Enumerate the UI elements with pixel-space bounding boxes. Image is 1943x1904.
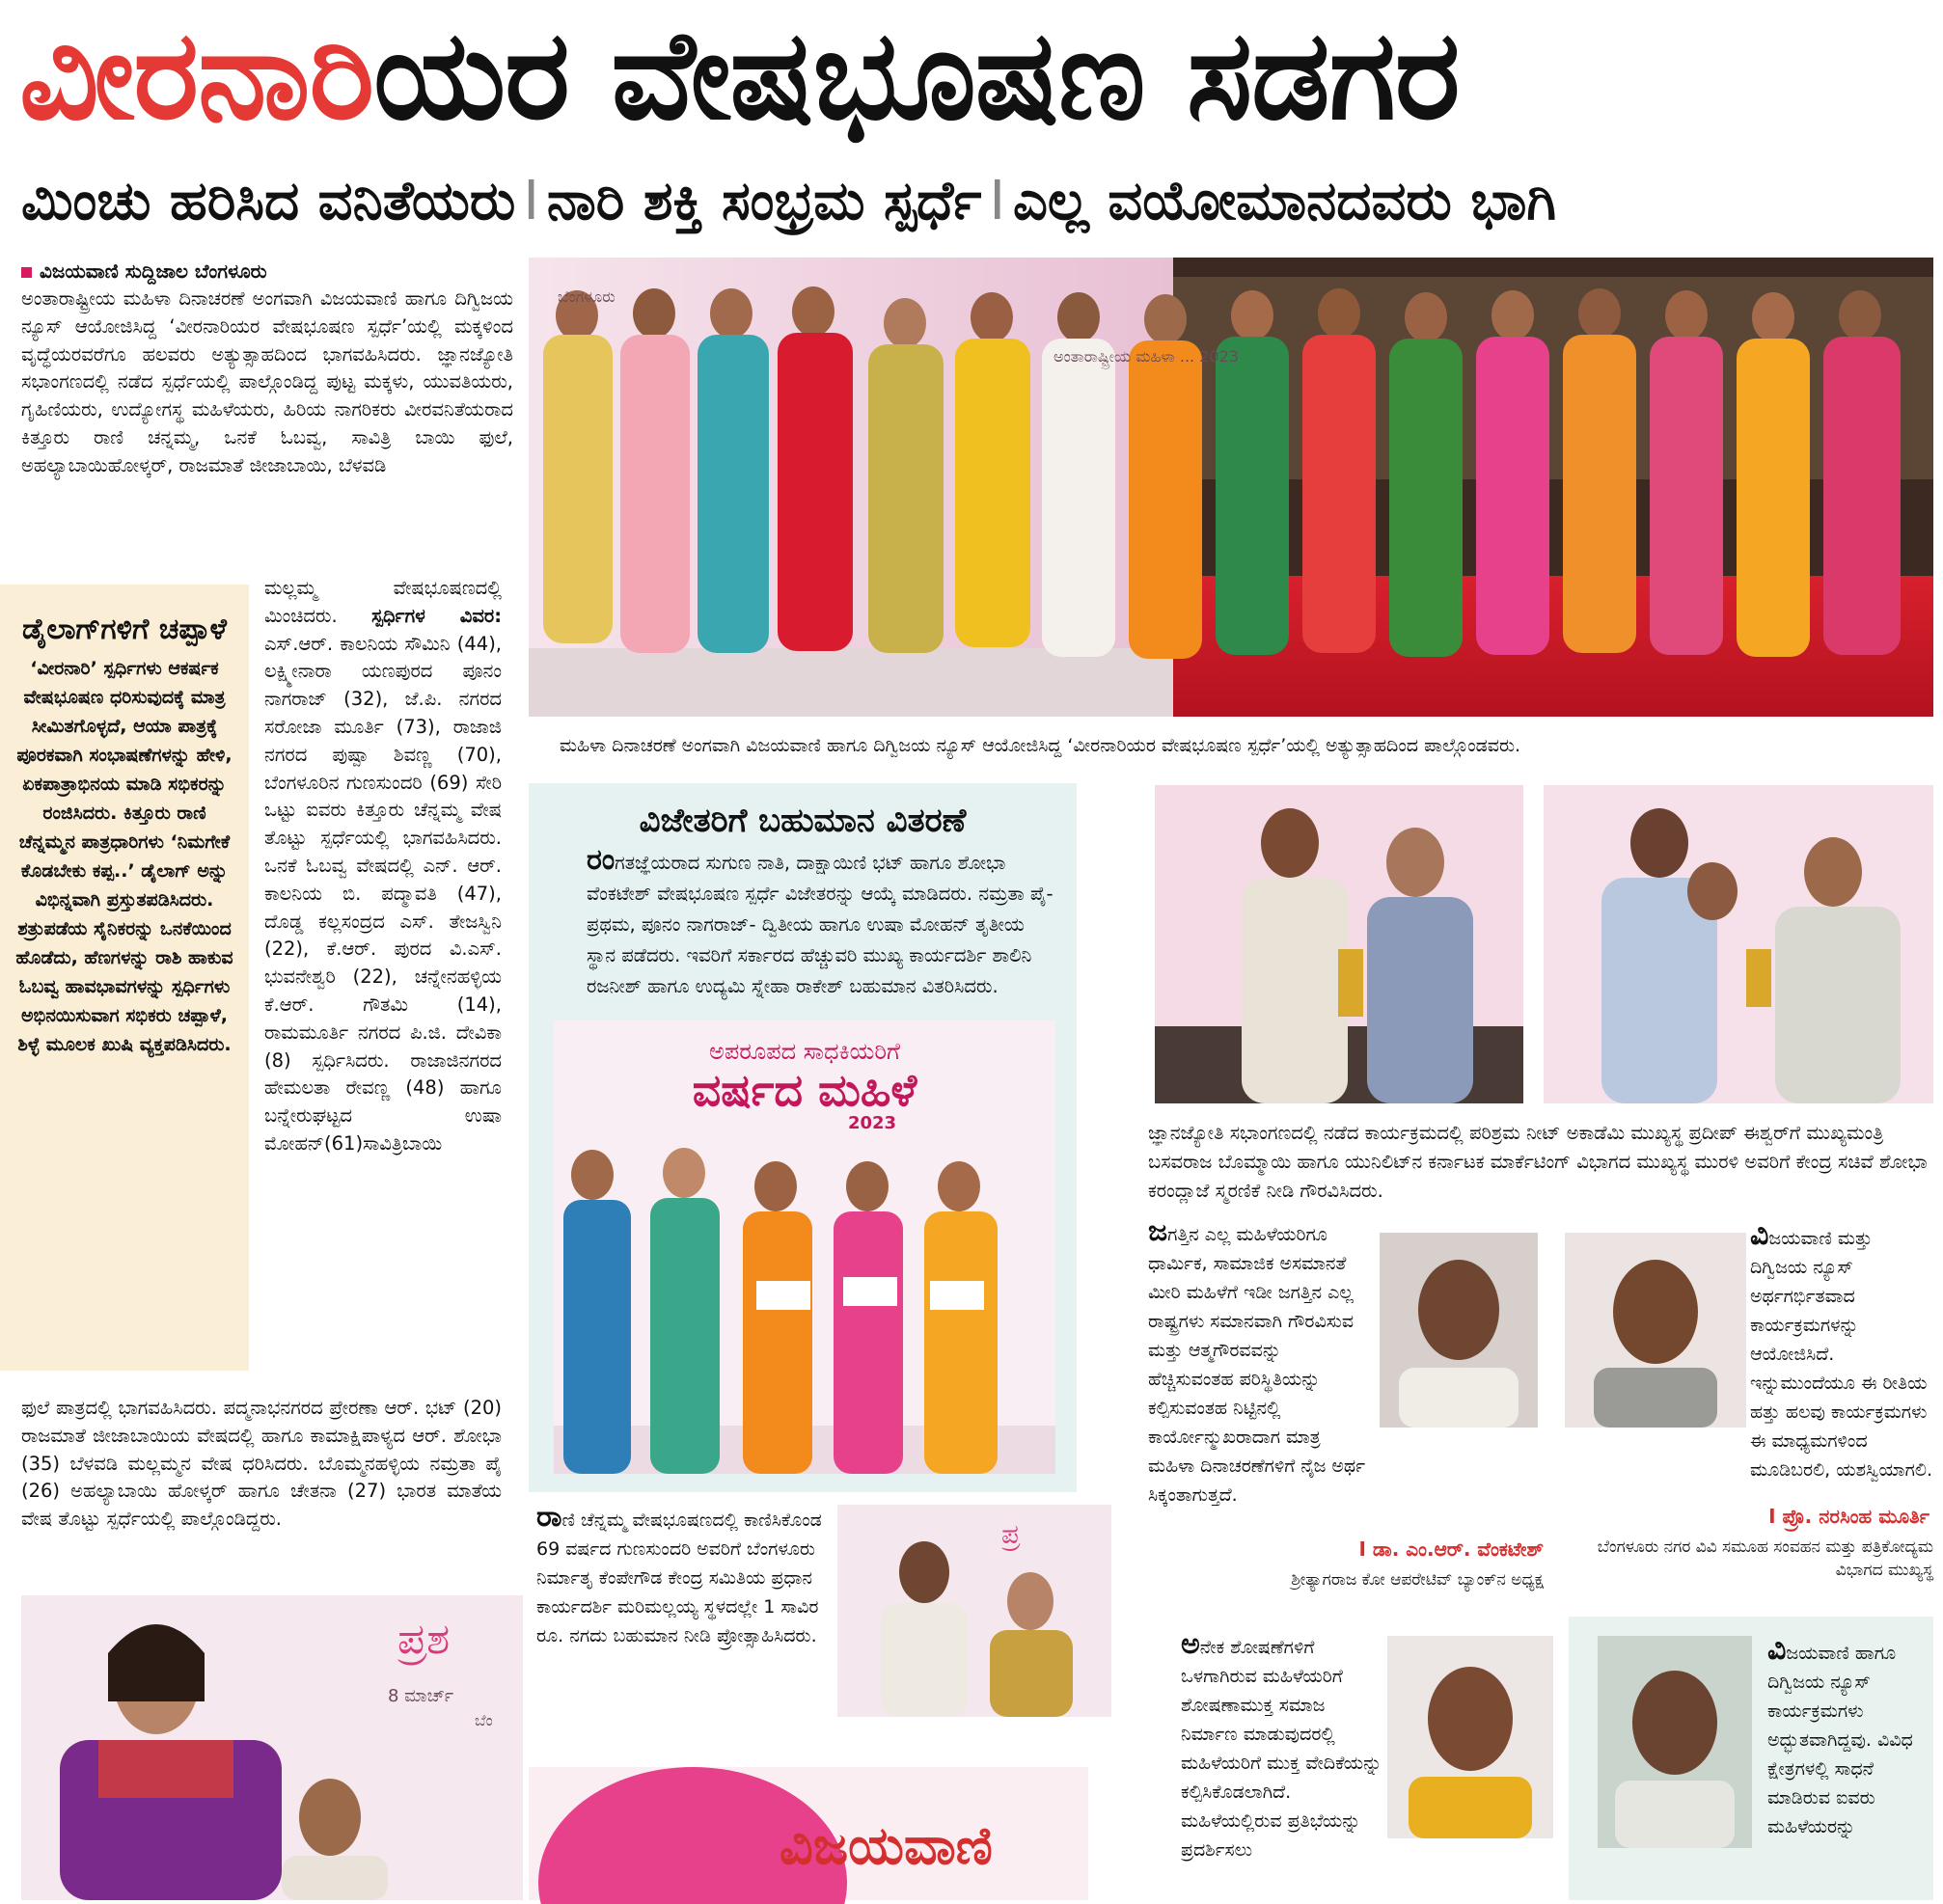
bottom-left-date: 8 ಮಾರ್ಚ್ — [388, 1686, 454, 1706]
quote2-role: ಬೆಂಗಳೂರು ನಗರ ವಿವಿ ಸಮೂಹ ಸಂವಹನ ಮತ್ತು ಪತ್ರಿಕೋದ್ಯಮ ವಿಭಾಗದ ಮುಖ್ಯಸ್ಥ — [1597, 1537, 1933, 1580]
ceremony-photo-2 — [1544, 785, 1933, 1103]
women-group — [543, 286, 1901, 659]
quote4-dropcap: ವಿ — [1767, 1633, 1787, 1667]
award-box — [529, 783, 1077, 1492]
subhead — [21, 164, 1941, 239]
article-lead: ಅಂತಾರಾಷ್ಟ್ರೀಯ ಮಹಿಳಾ ದಿನಾಚರಣೆ ಅಂಗವಾಗಿ ವಿಜಯವಾಣಿ ಹಾಗೂ ದಿಗ್ವಿಜಯ ನ್ಯೂಸ್ ಆಯೋಜಿಸಿದ್ದ ‘ವೀರನಾರಿಯರ ವೇಷಭೂಷಣ ಸ್ಪರ್ಧೆ’ಯಲ್ಲಿ ಮಕ್ಕಳಿಂದ ವೃದ್ಧೆಯರವರೆಗೂ ಹಲವರು ಅತ್ಯುತ್ಸಾಹದಿಂದ ಭಾಗವಹಿಸಿದರು. ಜ್ಞಾನಜ್ಯೋತಿ ಸಭಾಂಗಣದಲ್ಲಿ ನಡೆದ ಸ್ಪರ್ಧೆಯಲ್ಲಿ ಪಾಲ್ಗೊಂಡಿದ್ದ ಪುಟ್ಟ ಮಕ್ಕಳು, ಯುವತಿಯರು, ಗೃಹಿಣಿಯರು, ಉದ್ಯೋಗಸ್ಥ ಮಹಿಳೆಯರು, ಹಿರಿಯ ನಾಗರಿಕರು ವೀರವನಿತೆಯರಾದ ಕಿತ್ತೂರು ರಾಣಿ ಚನ್ನಮ್ಮ, ಒನಕೆ ಓಬವ್ವ, ಸಾವಿತ್ರಿ ಬಾಯಿ ಫುಲೆ, ಅಹಲ್ಯಾಬಾಯಿಹೋಳ್ಕರ್, ರಾಜಮಾತೆ ಜೀಜಾಬಾಯಿ, ಬೆಳವಡಿ — [21, 287, 513, 476]
bottom-left-city: ಬೆಂ — [475, 1711, 493, 1729]
subhead-separator: I — [523, 170, 539, 232]
quote4-box — [1569, 1617, 1933, 1900]
headline — [19, 4, 1929, 149]
bottom-left-backdrop: ಪ್ರಶ — [397, 1615, 451, 1664]
participants-label: ಸ್ಪರ್ಧಿಗಳ ವಿವರ: — [371, 604, 502, 627]
quote2-portrait — [1565, 1233, 1746, 1428]
byline-text: ವಿಜಯವಾಣಿ ಸುದ್ದಿಜಾಲ ಬೆಂಗಳೂರು — [40, 259, 267, 283]
participants-text: ಎಸ್.ಆರ್. ಕಾಲನಿಯ ಸೌಮಿನಿ (44), ಲಕ್ಷ್ಮೀನಾರಾ ಯಣಪುರದ ಪೂನಂ ನಾಗರಾಜ್ (32), ಜೆ.ಪಿ. ನಗರದ ಸರೋಜಾ ಮೂರ್ತಿ (73), ರಾಜಾಜಿ ನಗರದ ಪುಷ್ಪಾ ಶಿವಣ್ಣ (70), ಬೆಂಗಳೂರಿನ ಗುಣಸುಂದರಿ (69) ಸೇರಿ ಒಟ್ಟು ಐವರು ಕಿತ್ತೂರು ಚೆನ್ನಮ್ಮ ವೇಷ ತೊಟ್ಟು ಸ್ಪರ್ಧೆಯಲ್ಲಿ ಭಾಗವಹಿಸಿದರು. ಒನಕೆ ಓಬವ್ವ ವೇಷದಲ್ಲಿ ಎನ್. ಆರ್. ಕಾಲನಿಯ ಬಿ. ಪದ್ಮಾವತಿ (47), ದೊಡ್ಡ ಕಲ್ಲಸಂದ್ರದ ಎಸ್. ತೇಜಸ್ವಿನಿ (22), ಕೆ.ಆರ್. ಪುರದ ವಿ.ಎಸ್. ಭುವನೇಶ್ವರಿ (22), ಚನ್ನೇನಹಳ್ಳಿಯ ಕೆ.ಆರ್. ಗೌತಮಿ (14), ರಾಮಮೂರ್ತಿ ನಗರದ ಪಿ.ಜಿ. ದೇವಿಕಾ (8) ಸ್ಪರ್ಧಿಸಿದರು. ರಾಜಾಜಿನಗರದ ಹೇಮಲತಾ ರೇವಣ್ಣ (48) ಹಾಗೂ ಬನ್ನೇರುಘಟ್ಟದ ಉಷಾ ಮೋಹನ್(61)ಸಾವಿತ್ರಿಬಾಯಿ — [264, 632, 502, 1155]
article-narrow-intro: ಮಲ್ಲಮ್ಮ ವೇಷಭೂಷಣದಲ್ಲಿ ಮಿಂಚಿದರು. — [264, 577, 502, 627]
portrait-image — [1387, 1636, 1553, 1838]
bottom-center-logo-image — [529, 1767, 1088, 1900]
quote4-text — [1767, 1633, 1928, 1858]
headline-black: ಯರ ವೇಷಭೂಷಣ ಸಡಗರ — [373, 4, 1460, 148]
quote1-body: ಗತ್ತಿನ ಎಲ್ಲ ಮಹಿಳೆಯರಿಗೂ ಧಾರ್ಮಿಕ, ಸಾಮಾಜಿಕ ಅಸಮಾನತೆ ಮೀರಿ ಮಹಿಳೆಗೆ ಇಡೀ ಜಗತ್ತಿನ ಎಲ್ಲ ರಾಷ್ಟ್ರಗಳು ಸಮಾನವಾಗಿ ಗೌರವಿಸುವ ಮತ್ತು ಆತ್ಮಗೌರವವನ್ನು ಹೆಚ್ಚಿಸುವಂತಹ ಪರಿಸ್ಥಿತಿಯನ್ನು ಕಲ್ಪಿಸುವಂತಹ ನಿಟ್ಟಿನಲ್ಲಿ ಕಾರ್ಯೋನ್ಮುಖರಾದಾಗ ಮಾತ್ರ ಮಹಿಳಾ ದಿನಾಚರಣೆಗಳಿಗೆ ನೈಜ ಅರ್ಥ ಸಿಕ್ಕಂತಾಗುತ್ತದೆ. — [1148, 1224, 1366, 1506]
bottom-left-photo — [21, 1595, 523, 1900]
award-photo-banner-year: 2023 — [847, 1113, 897, 1133]
sidebox — [0, 585, 249, 1371]
ceremony-caption: ಜ್ಞಾನಜ್ಯೋತಿ ಸಭಾಂಗಣದಲ್ಲಿ ನಡೆದ ಕಾರ್ಯಕ್ರಮದಲ್ಲಿ ಪರಿಶ್ರಮ ನೀಟ್ ಅಕಾಡೆಮಿ ಮುಖ್ಯಸ್ಥ ಪ್ರದೀಪ್ ಈಶ್ವರ್‌ಗೆ ಮುಖ್ಯಮಂತ್ರಿ ಬಸವರಾಜ ಬೊಮ್ಮಾಯಿ ಹಾಗೂ ಯುನಿಲಿಟ್‌ನ ಕರ್ನಾಟಕ ಮಾರ್ಕೆಟಿಂಗ್ ವಿಭಾಗದ ಮುಖ್ಯಸ್ಥ ಮುರಳಿ ಅವರಿಗೆ ಕೇಂದ್ರ ಸಚಿವೆ ಶೋಭಾ ಕರಂದ್ಲಾಜೆ ಸ್ಮರಣಿಕೆ ನೀಡಿ ಗೌರವಿಸಿದರು. — [1148, 1122, 1928, 1202]
main-photo-caption: ಮಹಿಳಾ ದಿನಾಚರಣೆ ಅಂಗವಾಗಿ ವಿಜಯವಾಣಿ ಹಾಗೂ ದಿಗ್ವಿಜಯ ನ್ಯೂಸ್ ಆಯೋಜಿಸಿದ್ದ ‘ವೀರನಾರಿಯರ ವೇಷಭೂಷಣ ಸ್ಪರ್ಧೆ’ಯಲ್ಲಿ ಅತ್ಯುತ್ಸಾಹದಿಂದ ಪಾಲ್ಗೊಂಡವರು. — [560, 735, 1521, 756]
bottom-center-brand: ವಿಜಯವಾಣಿ — [780, 1815, 993, 1876]
quote1-name: I ಡಾ. ಎಂ.ಆರ್. ವೆಂಕಟೇಶ್ — [1358, 1537, 1544, 1561]
award-photo-banner-small: ಅಪರೂಪದ ಸಾಧಕಿಯರಿಗೆ — [709, 1038, 900, 1065]
ceremony-photo-1 — [1155, 785, 1523, 1103]
award-photo-banner-big: ವರ್ಷದ ಮಹಿಳೆ — [692, 1064, 917, 1116]
quote2-text — [1750, 1218, 1933, 1481]
portrait-image — [1598, 1636, 1752, 1848]
award-photo-image — [554, 1020, 1055, 1474]
ceremony-photo-1-image — [1155, 785, 1523, 1103]
article-narrow-column — [264, 575, 502, 1395]
award-body: ಗತಜ್ಞೆಯರಾದ ಸುಗುಣ ನಾತಿ, ದಾಕ್ಷಾಯಿಣಿ ಭಟ್ ಹಾಗೂ ಶೋಭಾ ವೆಂಕಟೇಶ್ ವೇಷಭೂಷಣ ಸ್ಪರ್ಧೆ ವಿಜೇತರನ್ನು ಆಯ್ಕೆ ಮಾಡಿದರು. ನಮ್ರತಾ ಪೈ- ಪ್ರಥಮ, ಪೂನಂ ನಾಗರಾಜ್- ದ್ವಿತೀಯ ಹಾಗೂ ಉಷಾ ಮೋಹನ್ ತೃತೀಯ ಸ್ಥಾನ ಪಡೆದರು. ಇವರಿಗೆ ಸರ್ಕಾರದ ಹೆಚ್ಚುವರಿ ಮುಖ್ಯ ಕಾರ್ಯದರ್ಶಿ ಶಾಲಿನಿ ರಜನೀಶ್ ಹಾಗೂ ಉದ್ಯಮಿ ಸ್ನೇಹಾ ರಾಕೇಶ್ ಬಹುಮಾನ ವಿತರಿಸಿದರು. — [587, 852, 1054, 997]
quote2-name: I ಪ್ರೊ. ನರಸಿಂಹ ಮೂರ್ತಿ — [1768, 1505, 1929, 1528]
quote3-body: ನೇಕ ಶೋಷಣೆಗಳಿಗೆ ಒಳಗಾಗಿರುವ ಮಹಿಳೆಯರಿಗೆ ಶೋಷಣಾಮುಕ್ತ ಸಮಾಜ ನಿರ್ಮಾಣ ಮಾಡುವುದರಲ್ಲಿ ಮಹಿಳೆಯರಿಗೆ ಮುಕ್ತ ವೇದಿಕೆಯನ್ನು ಕಲ್ಪಿಸಿಕೊಡಲಾಗಿದೆ. ಮಹಿಳೆಯಲ್ಲಿರುವ ಪ್ರತಿಭೆಯನ್ನು ಪ್ರದರ್ಶಿಸಲು — [1181, 1637, 1382, 1861]
subhead-part-3: ಎಲ್ಲ ವಯೋಮಾನದವರು ಭಾಗಿ — [1012, 170, 1556, 232]
award-title: ವಿಜೇತರಿಗೆ ಬಹುಮಾನ ವಿತರಣೆ — [639, 802, 967, 840]
rani-photo-image — [837, 1505, 1111, 1717]
bottom-center-logo-block — [529, 1767, 1088, 1900]
sidebox-text: ‘ವೀರನಾರಿ’ ಸ್ಪರ್ಧಿಗಳು ಆಕರ್ಷಕ ವೇಷಭೂಷಣ ಧರಿಸುವುದಕ್ಕೆ ಮಾತ್ರ ಸೀಮಿತಗೊಳ್ಳದೆ, ಆಯಾ ಪಾತ್ರಕ್ಕೆ ಪೂರಕವಾಗಿ ಸಂಭಾಷಣೆಗಳನ್ನು ಹೇಳಿ, ಏಕಪಾತ್ರಾಭಿನಯ ಮಾಡಿ ಸಭಿಕರನ್ನು ರಂಜಿಸಿದರು. ಕಿತ್ತೂರು ರಾಣಿ ಚೆನ್ನಮ್ಮನ ಪಾತ್ರಧಾರಿಗಳು ‘ನಿಮಗೇಕೆ ಕೊಡಬೇಕು ಕಪ್ಪ..’ ಡೈಲಾಗ್ ಅನ್ನು ವಿಭಿನ್ನವಾಗಿ ಪ್ರಸ್ತುತಪಡಿಸಿದರು. ಶತ್ರುಪಡೆಯ ಸೈನಿಕರನ್ನು ಒನಕೆಯಿಂದ ಹೊಡೆದು, ಹೆಣಗಳನ್ನು ರಾಶಿ ಹಾಕುವ ಓಬವ್ವ ಹಾವಭಾವಗಳನ್ನು ಸ್ಪರ್ಧಿಗಳು ಅಭಿನಯಿಸುವಾಗ ಸಭಿಕರು ಚಪ್ಪಾಳೆ, ಶಿಳ್ಳೆ ಮೂಲಕ ಖುಷಿ ವ್ಯಕ್ತಪಡಿಸಿದರು. — [15, 658, 233, 1055]
quote4-body: ಜಯವಾಣಿ ಹಾಗೂ ದಿಗ್ವಿಜಯ ನ್ಯೂಸ್ ಕಾರ್ಯಕ್ರಮಗಳು ಅದ್ಭುತವಾಗಿದ್ದವು. ವಿವಿಧ ಕ್ಷೇತ್ರಗಳಲ್ಲಿ ಸಾಧನೆ ಮಾಡಿರುವ ಐವರು ಮಹಿಳೆಯರನ್ನು — [1767, 1643, 1913, 1837]
quote4-portrait — [1598, 1636, 1752, 1848]
quote2-body: ಜಯವಾಣಿ ಮತ್ತು ದಿಗ್ವಿಜಯ ನ್ಯೂಸ್ ಅರ್ಥಗರ್ಭಿತವಾದ ಕಾರ್ಯಕ್ರಮಗಳನ್ನು ಆಯೋಜಿಸಿದೆ. ಇನ್ನುಮುಂದೆಯೂ ಈ ರೀತಿಯ ಹತ್ತು ಹಲವು ಕಾರ್ಯಕ್ರಮಗಳು ಈ ಮಾಧ್ಯಮಗಳಿಂದ ಮೂಡಿಬರಲಿ, ಯಶಸ್ವಿಯಾಗಲಿ. — [1750, 1228, 1932, 1481]
rani-photo — [837, 1505, 1111, 1717]
portrait-image — [1565, 1233, 1746, 1428]
rani-text — [536, 1500, 826, 1715]
quote1-text-top — [1148, 1214, 1370, 1506]
quote3-dropcap: ಅ — [1181, 1627, 1200, 1661]
subhead-part-2: ನಾರಿ ಶಕ್ತಿ ಸಂಭ್ರಮ ಸ್ಪರ್ಧೆ — [546, 170, 982, 232]
award-photo — [554, 1020, 1055, 1474]
sidebox-title: ಡೈಲಾಗ್‌ಗಳಿಗೆ ಚಪ್ಪಾಳೆ — [22, 612, 227, 646]
quote3-text — [1181, 1627, 1383, 1861]
portrait-image — [1380, 1233, 1538, 1428]
rani-body: ಣಿ ಚೆನ್ನಮ್ಮ ವೇಷಭೂಷಣದಲ್ಲಿ ಕಾಣಿಸಿಕೊಂಡ 69 ವರ್ಷದ ಗುಣಸುಂದರಿ ಅವರಿಗೆ ಬೆಂಗಳೂರು ನಿರ್ಮಾತೃ ಕೆಂಪೇಗೌಡ ಕೇಂದ್ರ ಸಮಿತಿಯ ಪ್ರಧಾನ ಕಾರ್ಯದರ್ಶಿ ಮರಿಮಲ್ಲಯ್ಯ ಸ್ಥಳದಲ್ಲೇ 1 ಸಾವಿರ ರೂ. ನಗದು ಬಹುಮಾನ ನೀಡಿ ಪ್ರೋತ್ಸಾಹಿಸಿದರು. — [536, 1510, 822, 1646]
main-photo-image — [529, 258, 1933, 717]
headline-red: ವೀರನಾರಿ — [19, 4, 374, 148]
rani-photo-backdrop: ಪ್ರ — [1001, 1518, 1021, 1550]
main-photo — [529, 258, 1933, 717]
bottom-left-photo-image — [21, 1595, 523, 1900]
main-photo-backdrop-text: ಅಂತಾರಾಷ್ಟ್ರೀಯ ಮಹಿಳಾ ... 2023 — [1054, 347, 1239, 366]
award-dropcap: ರಂ — [587, 843, 616, 877]
quote2-dropcap: ವಿ — [1750, 1218, 1769, 1252]
main-photo-backdrop-city: ಬೆಂಗಳೂರು — [558, 287, 616, 306]
award-text — [529, 841, 1077, 1002]
article-bottom: ಫುಲೆ ಪಾತ್ರದಲ್ಲಿ ಭಾಗವಹಿಸಿದರು. ಪದ್ಮನಾಭನಗರದ ಪ್ರೇರಣಾ ಆರ್. ಭಟ್ (20) ರಾಜಮಾತೆ ಜೀಜಾಬಾಯಿಯ ವೇಷದಲ್ಲಿ ಹಾಗೂ ಕಾಮಾಕ್ಷಿಪಾಳ್ಯದ ಆರ್. ಶೋಭಾ (35) ಬೆಳವಡಿ ಮಲ್ಲಮ್ಮನ ವೇಷ ಧರಿಸಿದರು. ಬೊಮ್ಮನಹಳ್ಳಿಯ ನಮ್ರತಾ ಪೈ (26) ಅಹಲ್ಯಾಬಾಯಿ ಹೋಳ್ಕರ್ ಹಾಗೂ ಚೇತನಾ (27) ಭಾರತ ಮಾತೆಯ ವೇಷ ತೊಟ್ಟು ಸ್ಪರ್ಧೆಯಲ್ಲಿ ಪಾಲ್ಗೊಂಡಿದ್ದರು. — [21, 1397, 502, 1531]
quote3-portrait — [1387, 1636, 1553, 1838]
byline-square-icon — [21, 267, 32, 278]
quote1-portrait — [1380, 1233, 1538, 1428]
ceremony-photo-2-image — [1544, 785, 1933, 1103]
subhead-part-1: ಮಿಂಚು ಹರಿಸಿದ ವನಿತೆಯರು — [21, 170, 516, 232]
rani-dropcap: ರಾ — [536, 1500, 562, 1534]
byline — [21, 258, 513, 284]
quote1-dropcap: ಜ — [1148, 1214, 1168, 1248]
quote1-role: ಶ್ರೀತ್ಯಾಗರಾಜ ಕೋ ಆಪರೇಟಿವ್ ಬ್ಯಾಂಕ್‌ನ ಅಧ್ಯಕ್ಷ — [1291, 1570, 1544, 1590]
subhead-separator: I — [989, 170, 1005, 232]
